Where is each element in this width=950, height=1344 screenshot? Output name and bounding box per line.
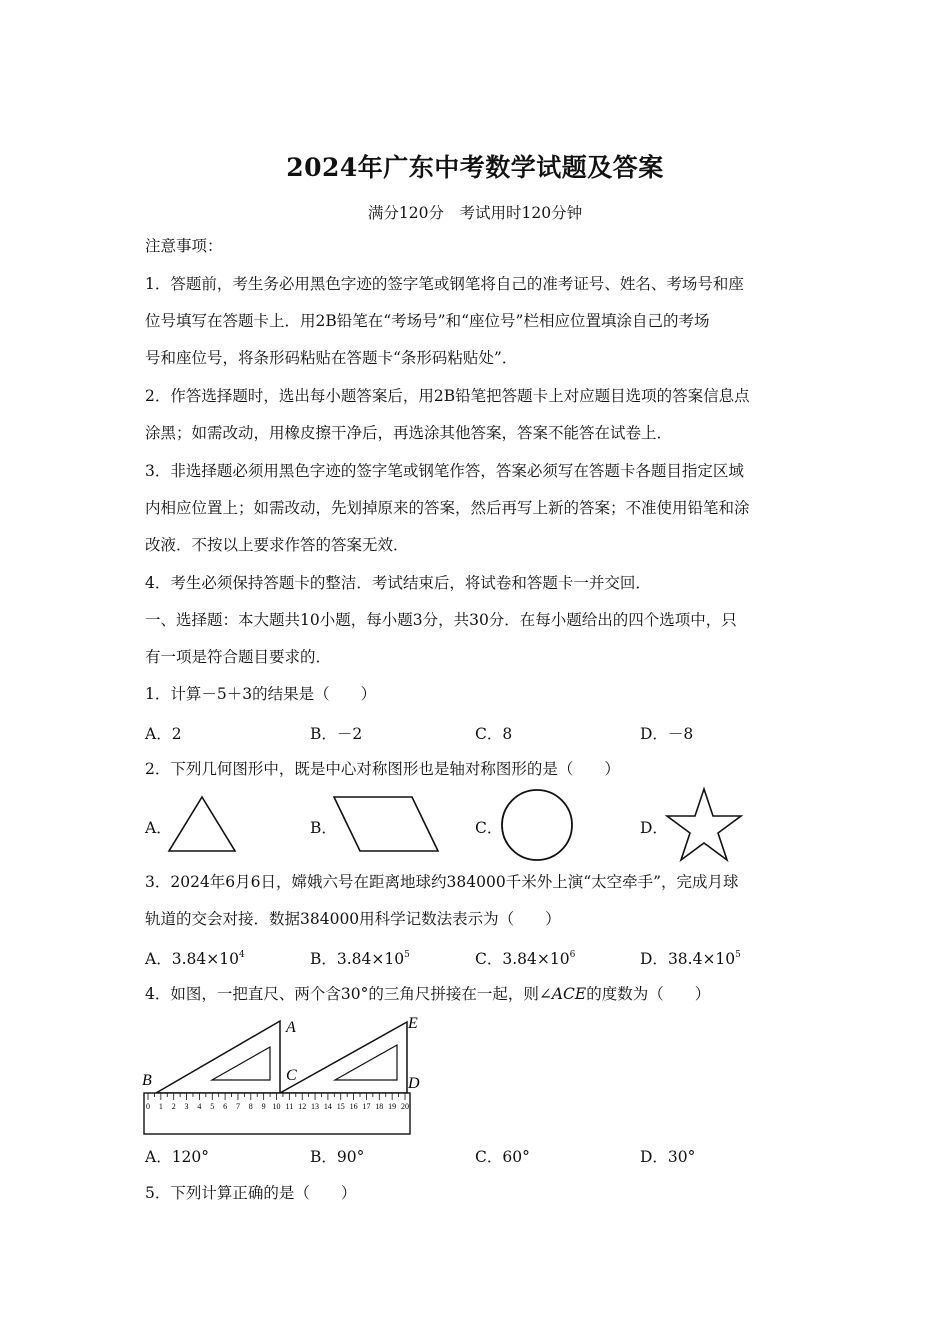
q3-option-b xyxy=(310,947,410,969)
option-base: 38.4×10 xyxy=(667,950,736,968)
ruler-tick-label: 15 xyxy=(336,1102,345,1111)
notes-line: 2．作答选择题时，选出每小题答案后，用2B铅笔把答题卡上对应题目选项的答案信息点 xyxy=(145,387,750,405)
ruler-tick-label: 19 xyxy=(388,1102,397,1111)
ruler-tick-label: 6 xyxy=(223,1102,228,1111)
label-b: B xyxy=(142,1072,152,1089)
q2-option-b-label: B． xyxy=(310,819,337,837)
q2-option-c-label: C． xyxy=(475,819,503,837)
page-title: 2024年广东中考数学试题及答案 xyxy=(286,153,664,182)
option-base: 3.84×10 xyxy=(171,950,239,968)
q4-option-d: D．30° xyxy=(640,1148,696,1166)
stem-text: 的度数为（ ） xyxy=(586,985,711,1003)
question-4-stem xyxy=(145,984,825,1004)
parallelogram-icon xyxy=(330,794,442,854)
triangle-icon xyxy=(166,794,238,854)
option-exponent: 5 xyxy=(404,950,410,960)
ruler-tick-label: 14 xyxy=(323,1102,332,1111)
q3-option-c xyxy=(475,947,575,969)
ruler-tick-label: 13 xyxy=(311,1102,320,1111)
question-5-stem: 5．下列计算正确的是（ ） xyxy=(145,1184,357,1202)
notes-line: 内相应位置上；如需改动，先划掉原来的答案，然后再写上新的答案；不准使用铅笔和涂 xyxy=(145,499,750,517)
notes-line: 改液．不按以上要求作答的答案无效． xyxy=(145,536,409,554)
option-label: A． xyxy=(145,950,172,968)
ruler-tick-label: 1 xyxy=(158,1102,163,1111)
question-3-stem-line1: 3．2024年6月6日，嫦娥六号在距离地球约384000千米外上演“太空牵手”，完成月球 xyxy=(145,873,739,891)
set-square-2 xyxy=(280,1022,407,1093)
q2-option-a-label: A． xyxy=(145,819,172,837)
question-3-stem-line2: 轨道的交会对接．数据384000用科学记数法表示为（ ） xyxy=(145,910,561,928)
option-base: 3.84×10 xyxy=(336,950,405,968)
q1-option-c: C．8 xyxy=(475,725,513,743)
section-heading: 一、选择题：本大题共10小题，每小题3分，共30分．在每小题给出的四个选项中，只 xyxy=(145,611,737,629)
label-a: A xyxy=(286,1019,296,1036)
option-exponent: 4 xyxy=(238,950,245,960)
ruler-tick-label: 8 xyxy=(248,1102,253,1111)
ruler-tick-label: 20 xyxy=(401,1102,409,1111)
ruler-tick-label: 3 xyxy=(184,1102,189,1111)
q4-option-b: B．90° xyxy=(310,1148,365,1166)
ruler-tick-label: 11 xyxy=(285,1102,294,1111)
notes-line: 号和座位号，将条形码粘贴在答题卡“条形码粘贴处”． xyxy=(145,349,518,367)
ruler-tick-label: 17 xyxy=(362,1102,371,1111)
option-base: 3.84×10 xyxy=(502,950,570,968)
stem-text: 4．如图，一把直尺、两个含30°的三角尺拼接在一起，则∠ xyxy=(145,985,552,1003)
ruler-tick-label: 18 xyxy=(375,1102,384,1111)
ruler-tick-label: 7 xyxy=(235,1102,240,1111)
notes-line: 涂黑；如需改动，用橡皮擦干净后，再选涂其他答案，答案不能答在试卷上． xyxy=(145,424,673,442)
notes-line: 4．考生必须保持答题卡的整洁．考试结束后，将试卷和答题卡一并交回． xyxy=(145,574,651,592)
ruler-tick-label: 10 xyxy=(272,1102,281,1111)
q4-option-c: C．60° xyxy=(475,1148,530,1166)
q1-option-a: A．2 xyxy=(145,725,182,743)
option-exponent: 5 xyxy=(735,950,741,960)
label-c: C xyxy=(286,1067,297,1084)
q2-option-d-label: D． xyxy=(640,819,668,837)
set-square-1-inner xyxy=(212,1047,270,1080)
set-square-2-inner xyxy=(335,1045,397,1080)
ruler xyxy=(144,1093,410,1134)
option-exponent: 6 xyxy=(569,950,576,960)
star-icon xyxy=(664,786,744,864)
ruler-tick-label: 2 xyxy=(171,1102,176,1111)
ruler-tick-label: 5 xyxy=(210,1102,215,1111)
option-label: C． xyxy=(475,950,503,968)
q4-option-a: A．120° xyxy=(145,1148,210,1166)
notes-line: 位号填写在答题卡上．用2B铅笔在“考场号”和“座位号”栏相应位置填涂自己的考场 xyxy=(145,312,710,330)
ruler-tick-label: 12 xyxy=(298,1102,307,1111)
label-d: D xyxy=(408,1075,420,1092)
question-1-stem: 1．计算－5＋3的结果是（ ） xyxy=(145,685,377,703)
section-heading: 有一项是符合题目要求的． xyxy=(145,648,332,666)
ruler-triangles-figure xyxy=(140,1012,430,1138)
q1-option-b: B．－2 xyxy=(310,725,363,743)
q1-option-d: D．－8 xyxy=(640,725,694,743)
ruler-tick-label: 4 xyxy=(197,1102,202,1111)
ruler-tick-label: 16 xyxy=(349,1102,358,1111)
notes-line: 1．答题前，考生务必用黑色字迹的签字笔或钢笔将自己的准考证号、姓名、考场号和座 xyxy=(145,275,744,293)
label-e: E xyxy=(408,1015,418,1032)
notes-line: 3．非选择题必须用黑色字迹的签字笔或钢笔作答，答案必须写在答题卡各题目指定区域 xyxy=(145,462,744,480)
circle-icon xyxy=(498,788,576,862)
set-square-1 xyxy=(156,1021,280,1093)
question-2-stem: 2．下列几何图形中，既是中心对称图形也是轴对称图形的是（ ） xyxy=(145,760,620,778)
page-subtitle: 满分120分 考试用时120分钟 xyxy=(367,204,583,222)
notes-heading: 注意事项： xyxy=(145,237,223,255)
angle-variable: ACE xyxy=(551,985,587,1003)
q3-option-a xyxy=(145,947,245,969)
ruler-tick-label: 0 xyxy=(146,1102,150,1111)
ruler-tick-label: 9 xyxy=(261,1102,266,1111)
option-label: D． xyxy=(640,950,668,968)
q3-option-d xyxy=(640,947,741,969)
option-label: B． xyxy=(310,950,337,968)
